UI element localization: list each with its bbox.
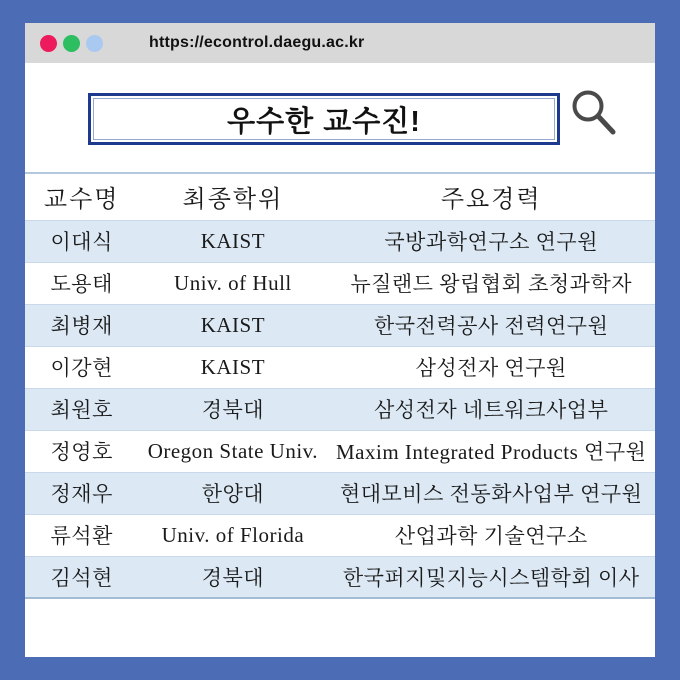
cell-degree: KAIST	[138, 220, 327, 262]
faculty-table-section	[25, 172, 655, 599]
cell-degree: 경북대	[138, 388, 327, 430]
table-row	[25, 430, 655, 472]
cell-degree: 경북대	[138, 556, 327, 598]
cell-professor-name: 류석환	[25, 514, 138, 556]
cell-professor-name: 정영호	[25, 430, 138, 472]
cell-career: 현대모비스 전동화사업부 연구원	[327, 472, 655, 514]
cell-professor-name: 도용태	[25, 262, 138, 304]
cell-career: 국방과학연구소 연구원	[327, 220, 655, 262]
cell-career: 삼성전자 연구원	[327, 346, 655, 388]
table-row	[25, 388, 655, 430]
table-header	[25, 173, 655, 220]
search-box[interactable]	[88, 93, 560, 145]
table-row	[25, 556, 655, 598]
table-row	[25, 262, 655, 304]
cell-degree: Oregon State Univ.	[138, 430, 327, 472]
table-row	[25, 304, 655, 346]
window-dot-pink-icon[interactable]	[40, 35, 57, 52]
cell-professor-name: 정재우	[25, 472, 138, 514]
address-bar-url[interactable]: https://econtrol.daegu.ac.kr	[149, 34, 365, 51]
column-header-career: 주요경력	[327, 173, 655, 220]
search-icon[interactable]	[568, 86, 620, 140]
column-header-degree: 최종학위	[138, 173, 327, 220]
cell-professor-name: 최병재	[25, 304, 138, 346]
cell-career: Maxim Integrated Products 연구원	[327, 430, 655, 472]
table-row	[25, 220, 655, 262]
cell-career: 한국전력공사 전력연구원	[327, 304, 655, 346]
table-row	[25, 472, 655, 514]
browser-titlebar	[25, 23, 655, 63]
browser-window	[25, 23, 655, 657]
page-title: 우수한 교수진!	[227, 105, 421, 138]
window-dot-blue-icon[interactable]	[86, 35, 103, 52]
cell-career: 삼성전자 네트워크사업부	[327, 388, 655, 430]
faculty-table	[25, 172, 655, 599]
cell-degree: KAIST	[138, 304, 327, 346]
cell-degree: KAIST	[138, 346, 327, 388]
cell-degree: Univ. of Hull	[138, 262, 327, 304]
table-row	[25, 514, 655, 556]
cell-professor-name: 이대식	[25, 220, 138, 262]
cell-career: 한국퍼지및지능시스템학회 이사	[327, 556, 655, 598]
cell-career: 산업과학 기술연구소	[327, 514, 655, 556]
cell-professor-name: 김석현	[25, 556, 138, 598]
cell-professor-name: 최원호	[25, 388, 138, 430]
window-dot-green-icon[interactable]	[63, 35, 80, 52]
column-header-professor: 교수명	[25, 173, 138, 220]
cell-degree: 한양대	[138, 472, 327, 514]
table-body	[25, 220, 655, 598]
cell-career: 뉴질랜드 왕립협회 초청과학자	[327, 262, 655, 304]
cell-degree: Univ. of Florida	[138, 514, 327, 556]
table-row	[25, 346, 655, 388]
cell-professor-name: 이강현	[25, 346, 138, 388]
